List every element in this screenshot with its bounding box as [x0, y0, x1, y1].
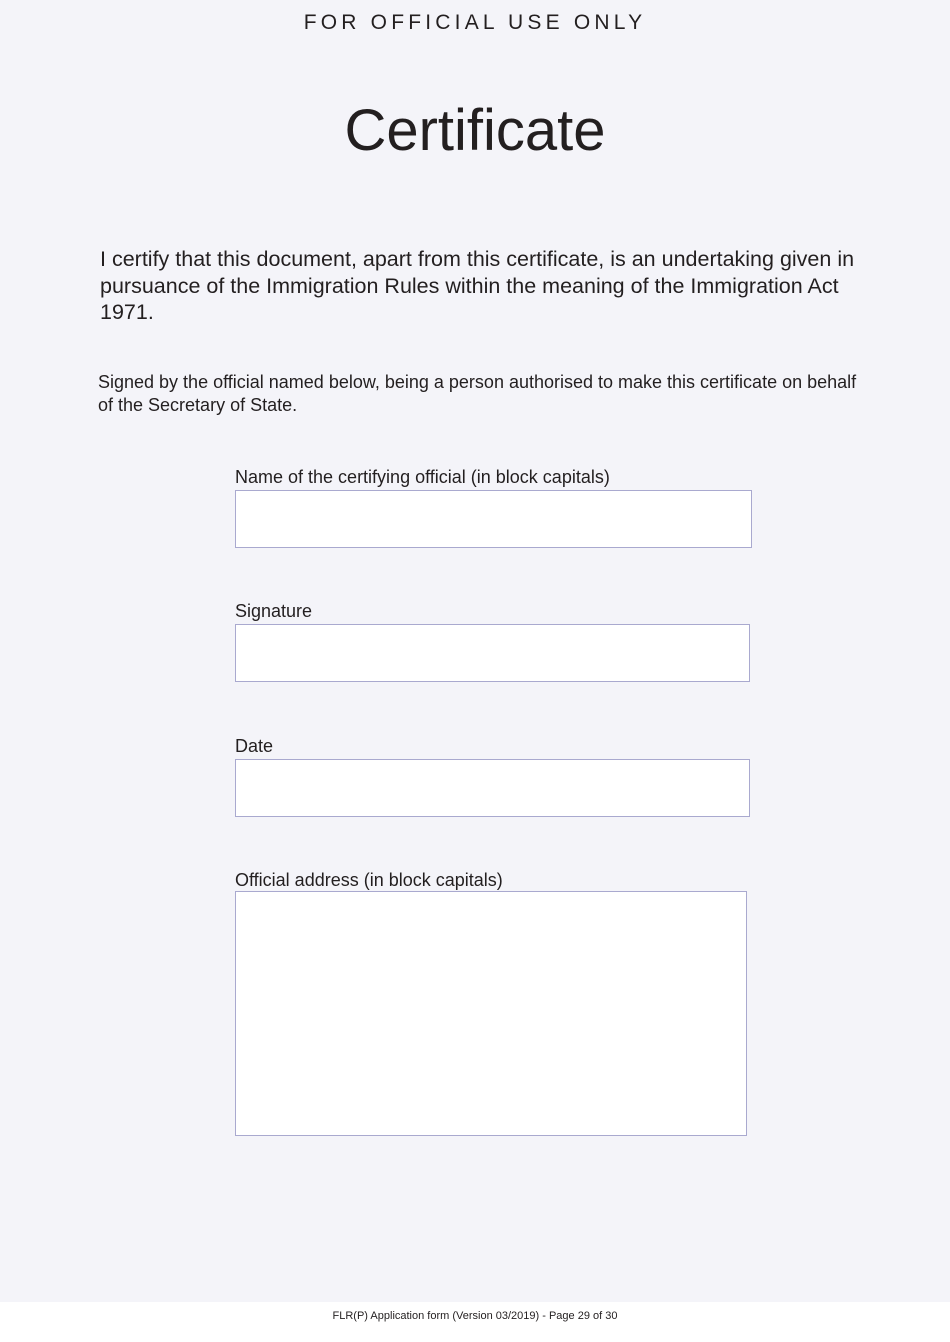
official-name-field[interactable] — [235, 490, 752, 548]
date-field[interactable] — [235, 759, 750, 817]
signed-statement: Signed by the official named below, being a person authorised to make this certificate on behalf of the Secretary of State. — [98, 372, 857, 415]
page-footer: FLR(P) Application form (Version 03/2019) - Page 29 of 30 — [332, 1310, 618, 1322]
official-address-field[interactable] — [235, 891, 747, 1136]
address-field-label: Official address (in block capitals) — [235, 870, 503, 890]
certify-statement: I certify that this document, apart from this certificate, is an undertaking given in pursuance of the Immigration Rules within the meaning of the Immigration Act 1971. — [100, 247, 855, 324]
signature-field[interactable] — [235, 624, 750, 682]
signature-field-label: Signature — [235, 601, 313, 621]
date-field-label: Date — [235, 736, 274, 756]
official-use-heading: FOR OFFICIAL USE ONLY — [303, 11, 647, 34]
page-title: Certificate — [344, 98, 606, 163]
name-field-label: Name of the certifying official (in block capitals) — [235, 467, 610, 487]
